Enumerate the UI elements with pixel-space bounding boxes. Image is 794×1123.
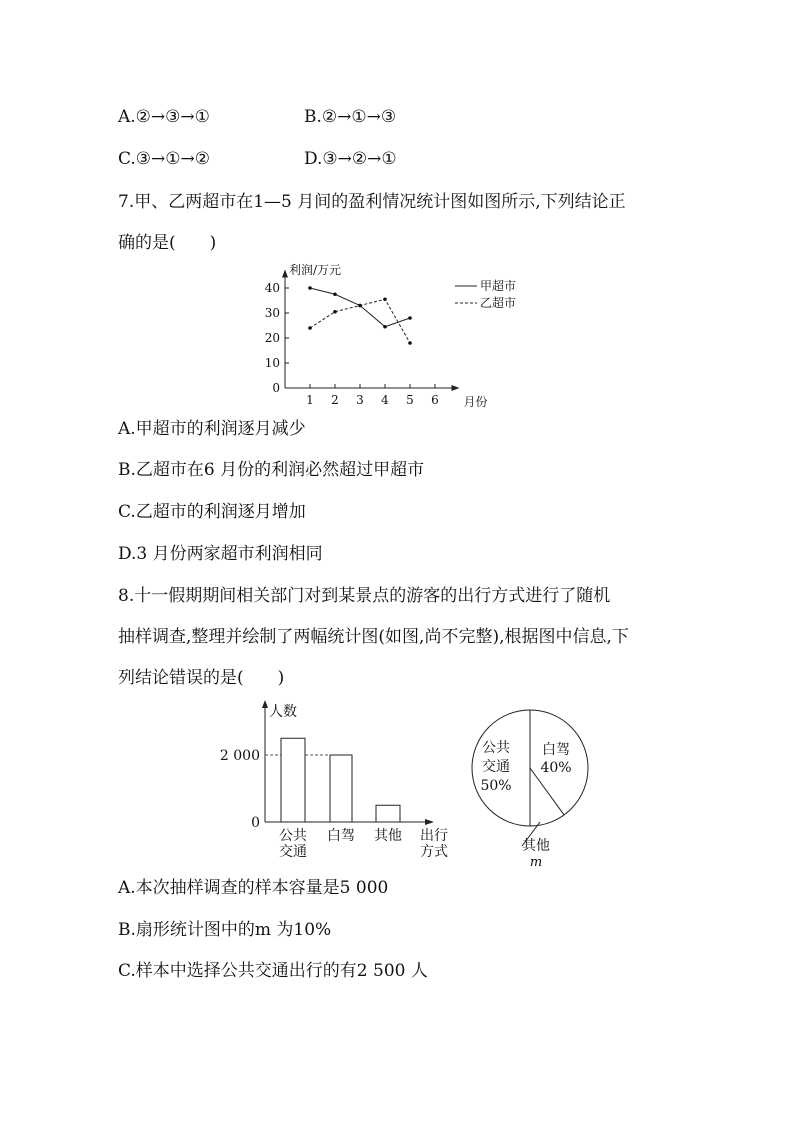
- y-axis-arrow: [262, 700, 268, 708]
- q8-option-a: A.本次抽样调查的样本容量是5 000: [118, 878, 389, 898]
- bar-2: [330, 755, 352, 822]
- pie-label-self-drive: 40%: [540, 760, 572, 776]
- x-tick-label: 3: [356, 393, 364, 407]
- series-1-point: [408, 316, 412, 320]
- y-tick-label: 10: [264, 356, 280, 370]
- x-tick-label: 6: [431, 393, 439, 407]
- series-1-point: [383, 325, 387, 329]
- pie-label-public-transit: 交通: [482, 759, 510, 775]
- series-2-point: [333, 310, 337, 314]
- x-axis-arrow: [425, 819, 434, 825]
- y-tick-label: 0: [272, 381, 280, 395]
- travel-mode-pie-chart: [462, 700, 602, 870]
- q7-option-a: A.甲超市的利润逐月减少: [118, 419, 306, 439]
- category-label: 白驾: [327, 828, 355, 844]
- series-2-point: [408, 341, 412, 345]
- series-2-point: [383, 297, 387, 301]
- y-tick-label: 20: [264, 331, 280, 345]
- legend-label-1: 甲超市: [480, 279, 517, 293]
- q6-option-c: C.③→①→②: [118, 149, 211, 169]
- q6-option-b: B.②→①→③: [304, 107, 397, 127]
- pie-label-other: 其他: [522, 838, 550, 854]
- y-tick-label: 0: [251, 815, 260, 831]
- q7-stem-line2: 确的是( ): [118, 233, 217, 253]
- x-axis-label: 方式: [420, 844, 448, 860]
- y-tick-label: 2 000: [219, 748, 260, 764]
- x-tick-label: 2: [331, 393, 339, 407]
- profit-line-chart: [255, 258, 545, 410]
- pie-value-other: m: [529, 855, 543, 870]
- q8-option-c: C.样本中选择公共交通出行的有2 500 人: [118, 961, 428, 981]
- category-label: 其他: [374, 828, 402, 844]
- series-line-1: [310, 288, 410, 327]
- bar-3: [376, 805, 400, 822]
- pie-label-self-drive: 白驾: [542, 742, 570, 758]
- q7-option-c: C.乙超市的利润逐月增加: [118, 502, 306, 522]
- bar-1: [281, 738, 305, 822]
- q8-option-b: B.扇形统计图中的m 为10%: [118, 920, 332, 940]
- x-axis-label: 出行: [420, 828, 448, 844]
- travel-mode-bar-chart: [220, 698, 460, 866]
- x-tick-label: 1: [306, 393, 314, 407]
- series-2-point: [358, 304, 362, 308]
- y-tick-label: 40: [264, 281, 280, 295]
- y-axis-arrow: [282, 270, 288, 278]
- q8-stem-line1: 8.十一假期期间相关部门对到某景点的游客的出行方式进行了随机: [118, 586, 611, 606]
- q7-option-d: D.3 月份两家超市利润相同: [118, 544, 323, 564]
- q6-option-d: D.③→②→①: [304, 149, 397, 169]
- series-2-point: [308, 326, 312, 330]
- y-tick-label: 30: [264, 306, 280, 320]
- x-axis-label: 月份: [463, 395, 488, 409]
- pie-label-public-transit: 公共: [482, 740, 510, 756]
- series-1-point: [308, 286, 312, 290]
- y-axis-label: 人数: [269, 704, 297, 720]
- x-tick-label: 4: [381, 393, 389, 407]
- x-axis-arrow: [452, 385, 460, 391]
- pie-label-public-transit: 50%: [480, 778, 512, 794]
- series-1-point: [333, 292, 337, 296]
- category-label: 公共: [279, 828, 307, 844]
- category-label: 交通: [279, 844, 307, 860]
- x-tick-label: 5: [406, 393, 414, 407]
- q7-stem-line1: 7.甲、乙两超市在1—5 月间的盈利情况统计图如图所示,下列结论正: [118, 192, 626, 212]
- y-axis-label: 利润/万元: [289, 263, 342, 277]
- q6-option-a: A.②→③→①: [118, 107, 210, 127]
- q8-stem-line3: 列结论错误的是( ): [118, 668, 285, 688]
- legend-label-2: 乙超市: [480, 296, 517, 310]
- q7-option-b: B.乙超市在6 月份的利润必然超过甲超市: [118, 460, 425, 480]
- q8-stem-line2: 抽样调查,整理并绘制了两幅统计图(如图,尚不完整),根据图中信息,下: [118, 627, 629, 647]
